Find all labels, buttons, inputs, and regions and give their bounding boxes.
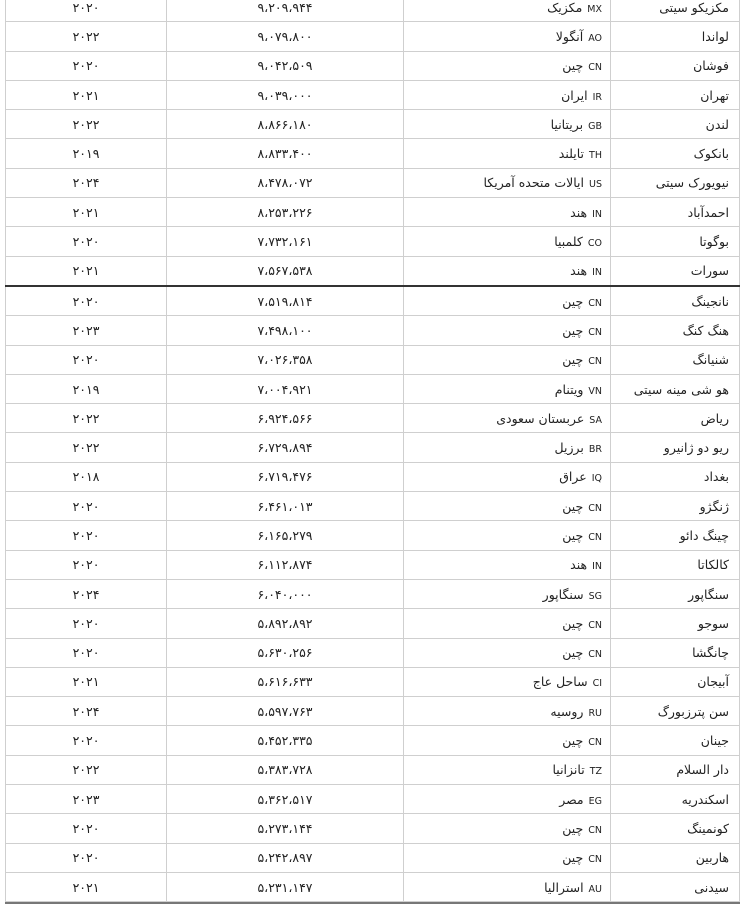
city-name-cell: هو شی مینه سیتی (611, 374, 740, 403)
year-cell: ۲۰۲۰ (6, 345, 167, 374)
city-name-cell: لندن (611, 110, 740, 139)
country-name: عراق (559, 469, 587, 485)
country-cell (404, 755, 611, 784)
country-cell (404, 80, 611, 109)
city-name-cell: ژنگژو (611, 492, 740, 521)
country-cell (404, 22, 611, 51)
country-cell (404, 521, 611, 550)
country-code: CN (588, 737, 602, 749)
country-cell (404, 462, 611, 491)
population-cell: ۶،۱۱۲،۸۷۴ (167, 550, 404, 579)
population-cell: ۷،۵۶۷،۵۳۸ (167, 256, 404, 286)
year-cell: ۲۰۲۰ (6, 843, 167, 872)
table-row (6, 697, 740, 726)
year-cell: ۲۰۲۲ (6, 433, 167, 462)
population-cell: ۶،۱۶۵،۲۷۹ (167, 521, 404, 550)
city-name-cell: ریاض (611, 404, 740, 433)
year-cell: ۲۰۲۲ (6, 404, 167, 433)
year-cell: ۲۰۲۰ (6, 521, 167, 550)
city-name-cell: شنیانگ (611, 345, 740, 374)
population-cell: ۸،۸۳۳،۴۰۰ (167, 139, 404, 168)
table-row (6, 638, 740, 667)
country-code: CN (588, 531, 602, 543)
table-row (6, 579, 740, 608)
table-row (6, 110, 740, 139)
country-name: استرالیا (544, 879, 584, 895)
country-cell (404, 579, 611, 608)
year-cell: ۲۰۲۰ (6, 609, 167, 638)
population-cell: ۸،۴۷۸،۰۷۲ (167, 168, 404, 197)
table-row (6, 814, 740, 843)
country-cell (404, 814, 611, 843)
country-name: چین (562, 645, 584, 661)
country-name: ایران (561, 87, 588, 103)
country-cell (404, 316, 611, 345)
country-code: VN (588, 385, 602, 397)
country-cell (404, 286, 611, 316)
country-name: چین (562, 58, 584, 74)
country-cell (404, 110, 611, 139)
population-cell: ۵،۴۵۲،۳۳۵ (167, 726, 404, 755)
city-name-cell: سورات (611, 256, 740, 286)
city-name-cell: سنگاپور (611, 579, 740, 608)
country-code: CN (588, 356, 602, 368)
city-name-cell: فوشان (611, 51, 740, 80)
population-cell: ۵،۸۹۲،۸۹۲ (167, 609, 404, 638)
country-code: CN (588, 326, 602, 338)
country-code: TH (589, 150, 602, 162)
table-row (6, 609, 740, 638)
table-row (6, 0, 740, 22)
year-cell: ۲۰۲۴ (6, 168, 167, 197)
year-cell: ۲۰۲۱ (6, 256, 167, 286)
country-code: CI (592, 678, 602, 690)
population-cell: ۷،۴۹۸،۱۰۰ (167, 316, 404, 345)
table-row (6, 80, 740, 109)
year-cell: ۲۰۲۰ (6, 550, 167, 579)
year-cell: ۲۰۱۹ (6, 139, 167, 168)
country-name: عربستان سعودی (496, 410, 585, 426)
country-cell (404, 227, 611, 256)
population-cell: ۹،۰۷۹،۸۰۰ (167, 22, 404, 51)
country-name: چین (562, 615, 584, 631)
country-cell (404, 726, 611, 755)
population-cell: ۷،۵۱۹،۸۱۴ (167, 286, 404, 316)
country-name: سنگاپور (542, 586, 584, 602)
population-cell: ۹،۰۴۲،۵۰۹ (167, 51, 404, 80)
table-row (6, 667, 740, 696)
table-row (6, 872, 740, 901)
city-name-cell: هاربین (611, 843, 740, 872)
country-name: هند (570, 204, 588, 220)
year-cell: ۲۰۲۳ (6, 316, 167, 345)
country-cell (404, 433, 611, 462)
country-name: تایلند (558, 146, 585, 162)
country-code: GB (588, 120, 602, 132)
country-name: مکزیک (547, 0, 583, 15)
population-cell: ۵،۳۶۲،۵۱۷ (167, 785, 404, 814)
population-cell: ۷،۰۲۶،۳۵۸ (167, 345, 404, 374)
population-cell: ۵،۲۷۳،۱۴۴ (167, 814, 404, 843)
country-code: IR (592, 91, 602, 103)
country-code: CN (588, 649, 602, 661)
country-name: ایالات متحده آمریکا (483, 175, 585, 191)
population-cell: ۶،۹۲۴،۵۶۶ (167, 404, 404, 433)
country-code: CN (588, 854, 602, 866)
country-name: چین (562, 527, 584, 543)
country-name: چین (562, 850, 584, 866)
city-name-cell: مکزیکو سیتی (611, 0, 740, 22)
country-code: SA (589, 414, 602, 426)
country-cell (404, 256, 611, 286)
country-name: ساحل عاج (532, 674, 588, 690)
year-cell: ۲۰۲۳ (6, 785, 167, 814)
population-cell: ۵،۳۸۳،۷۲۸ (167, 755, 404, 784)
city-population-table-wrapper (5, 0, 740, 902)
country-name: آنگولا (555, 28, 584, 44)
population-cell: ۵،۶۳۰،۲۵۶ (167, 638, 404, 667)
country-cell (404, 609, 611, 638)
country-name: چین (562, 322, 584, 338)
country-name: چین (562, 498, 584, 514)
country-cell (404, 550, 611, 579)
country-name: مصر (559, 791, 584, 807)
city-name-cell: کالکاتا (611, 550, 740, 579)
country-cell (404, 843, 611, 872)
city-name-cell: بوگوتا (611, 227, 740, 256)
population-cell: ۵،۶۱۶،۶۳۳ (167, 667, 404, 696)
table-row (6, 843, 740, 872)
country-cell (404, 638, 611, 667)
year-cell: ۲۰۲۲ (6, 110, 167, 139)
table-row (6, 755, 740, 784)
year-cell: ۲۰۲۲ (6, 755, 167, 784)
country-code: AO (588, 32, 602, 44)
table-row (6, 726, 740, 755)
table-row (6, 286, 740, 316)
country-code: CN (588, 62, 602, 74)
year-cell: ۲۰۱۸ (6, 462, 167, 491)
table-row (6, 462, 740, 491)
country-name: بریتانیا (550, 116, 584, 132)
country-name: تانزانیا (552, 762, 585, 778)
country-cell (404, 404, 611, 433)
country-code: IN (592, 267, 602, 279)
year-cell: ۲۰۲۰ (6, 227, 167, 256)
table-row (6, 404, 740, 433)
year-cell: ۲۰۲۴ (6, 697, 167, 726)
city-name-cell: لواندا (611, 22, 740, 51)
year-cell: ۲۰۲۰ (6, 638, 167, 667)
table-row (6, 374, 740, 403)
table-row (6, 227, 740, 256)
country-name: ویتنام (554, 381, 584, 397)
city-name-cell: احمدآباد (611, 198, 740, 227)
city-name-cell: سوجو (611, 609, 740, 638)
city-name-cell: چانگشا (611, 638, 740, 667)
population-cell: ۶،۰۴۰،۰۰۰ (167, 579, 404, 608)
country-code: AU (588, 883, 602, 895)
country-cell (404, 697, 611, 726)
table-row (6, 433, 740, 462)
city-name-cell: تهران (611, 80, 740, 109)
year-cell: ۲۰۲۰ (6, 492, 167, 521)
year-cell: ۲۰۲۰ (6, 51, 167, 80)
city-name-cell: ریو دو ژانیرو (611, 433, 740, 462)
table-row (6, 168, 740, 197)
year-cell: ۲۰۲۴ (6, 579, 167, 608)
table-row (6, 550, 740, 579)
city-name-cell: بانکوک (611, 139, 740, 168)
country-cell (404, 139, 611, 168)
country-name: روسیه (550, 703, 584, 719)
country-code: US (589, 179, 602, 191)
city-name-cell: نیویورک سیتی (611, 168, 740, 197)
city-population-table (5, 0, 740, 902)
country-name: چین (562, 293, 584, 309)
population-cell: ۷،۷۳۲،۱۶۱ (167, 227, 404, 256)
population-cell: ۵،۲۳۱،۱۴۷ (167, 872, 404, 901)
population-cell: ۹،۲۰۹،۹۴۴ (167, 0, 404, 22)
year-cell: ۲۰۲۰ (6, 286, 167, 316)
country-name: هند (570, 557, 588, 573)
year-cell: ۲۰۲۰ (6, 0, 167, 22)
year-cell: ۲۰۲۲ (6, 22, 167, 51)
city-name-cell: هنگ کنگ (611, 316, 740, 345)
country-code: SG (588, 590, 602, 602)
table-row (6, 139, 740, 168)
population-cell: ۹،۰۳۹،۰۰۰ (167, 80, 404, 109)
population-cell: ۶،۴۶۱،۰۱۳ (167, 492, 404, 521)
table-row (6, 51, 740, 80)
city-name-cell: اسکندریه (611, 785, 740, 814)
year-cell: ۲۰۲۱ (6, 872, 167, 901)
country-name: برزیل (554, 440, 584, 456)
population-cell: ۸،۸۶۶،۱۸۰ (167, 110, 404, 139)
table-row (6, 198, 740, 227)
table-row (6, 22, 740, 51)
table-body (6, 0, 740, 902)
country-code: CO (587, 238, 602, 250)
population-cell: ۸،۲۵۳،۲۲۶ (167, 198, 404, 227)
country-code: IQ (591, 473, 602, 485)
population-cell: ۷،۰۰۴،۹۲۱ (167, 374, 404, 403)
city-name-cell: سن پترزبورگ (611, 697, 740, 726)
year-cell: ۲۰۲۱ (6, 80, 167, 109)
population-cell: ۶،۷۱۹،۴۷۶ (167, 462, 404, 491)
year-cell: ۲۰۲۱ (6, 198, 167, 227)
table-row (6, 521, 740, 550)
country-name: چین (562, 352, 584, 368)
city-name-cell: چینگ دائو (611, 521, 740, 550)
country-cell (404, 374, 611, 403)
city-name-cell: آبیجان (611, 667, 740, 696)
country-code: CN (588, 502, 602, 514)
country-cell (404, 0, 611, 22)
country-cell (404, 785, 611, 814)
country-code: TZ (589, 766, 602, 778)
country-cell (404, 345, 611, 374)
country-cell (404, 51, 611, 80)
country-code: EG (588, 795, 602, 807)
country-name: کلمبیا (554, 234, 583, 250)
city-name-cell: جینان (611, 726, 740, 755)
table-row (6, 256, 740, 286)
country-code: RU (588, 707, 602, 719)
country-cell (404, 872, 611, 901)
country-code: BR (588, 444, 602, 456)
population-cell: ۶،۷۲۹،۸۹۴ (167, 433, 404, 462)
country-cell (404, 667, 611, 696)
country-cell (404, 168, 611, 197)
country-code: MX (587, 3, 602, 15)
country-code: CN (588, 619, 602, 631)
table-row (6, 492, 740, 521)
table-row (6, 345, 740, 374)
city-name-cell: بغداد (611, 462, 740, 491)
table-row (6, 785, 740, 814)
year-cell: ۲۰۲۱ (6, 667, 167, 696)
year-cell: ۲۰۲۰ (6, 814, 167, 843)
country-name: هند (570, 263, 588, 279)
year-cell: ۲۰۲۰ (6, 726, 167, 755)
country-name: چین (562, 820, 584, 836)
population-cell: ۵،۲۴۲،۸۹۷ (167, 843, 404, 872)
country-code: IN (592, 208, 602, 220)
year-cell: ۲۰۱۹ (6, 374, 167, 403)
country-name: چین (562, 733, 584, 749)
city-name-cell: سیدنی (611, 872, 740, 901)
country-cell (404, 198, 611, 227)
population-cell: ۵،۵۹۷،۷۶۳ (167, 697, 404, 726)
country-cell (404, 492, 611, 521)
country-code: IN (592, 561, 602, 573)
country-code: CN (588, 824, 602, 836)
table-row (6, 316, 740, 345)
country-code: CN (588, 297, 602, 309)
city-name-cell: نانجینگ (611, 286, 740, 316)
city-name-cell: دار السلام (611, 755, 740, 784)
city-name-cell: کونمینگ (611, 814, 740, 843)
